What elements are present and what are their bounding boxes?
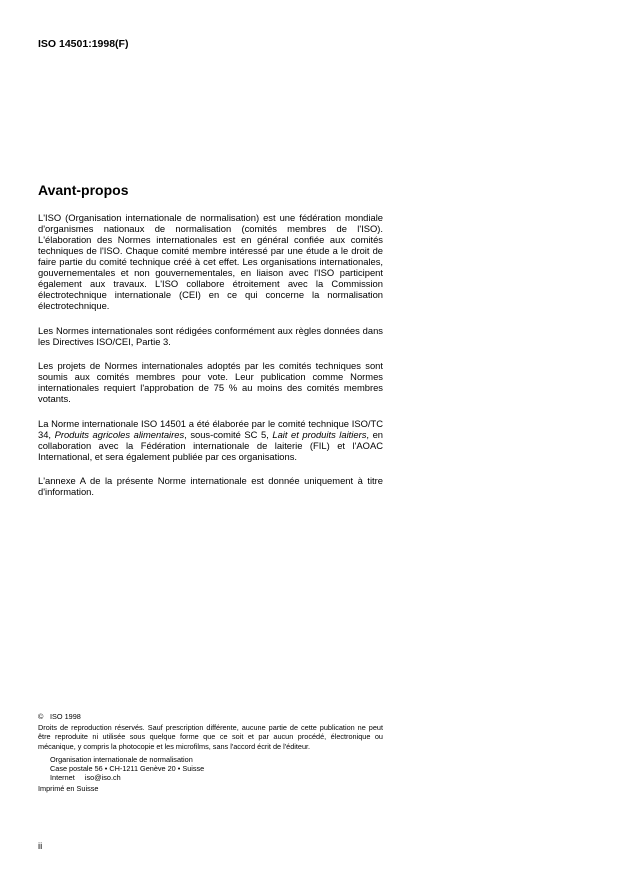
text-run: , en collaboration avec la Fédération internationale de laiterie (FIL) et l'AOAC International, et sera également publiée par ces organisations.: [38, 429, 383, 462]
copyright-symbol: ©: [38, 712, 44, 721]
text-run: La Norme internationale ISO 14501 a été élaborée par le comité technique ISO/TC 34,: [38, 418, 383, 440]
page-number: ii: [38, 840, 43, 851]
italic-title-run: Produits agricoles alimentaires: [54, 429, 185, 440]
foreword-paragraph: [38, 475, 383, 497]
address-line: Organisation internationale de normalisation: [50, 754, 193, 764]
text-run: , sous-comité SC 5,: [184, 429, 273, 440]
copyright-line: [38, 712, 383, 721]
text-run: Les Normes internationales sont rédigées conformément aux règles données dans les Directives ISO/CEI, Partie 3.: [38, 325, 383, 347]
italic-title-run: Lait et produits laitiers: [272, 429, 367, 440]
copyright-text: ISO 1998: [50, 712, 81, 721]
address-line: Internet iso@iso.ch: [50, 773, 121, 783]
foreword-title: Avant-propos: [38, 182, 129, 198]
foreword-paragraph: [38, 360, 383, 404]
address-line: Case postale 56 • CH-1211 Genève 20 • Suisse: [50, 764, 205, 774]
printed-in: Imprimé en Suisse: [38, 784, 99, 794]
document-id-header: ISO 14501:1998(F): [38, 38, 129, 50]
foreword-paragraph: [38, 212, 383, 311]
foreword-paragraph: [38, 418, 383, 462]
publisher-address: [38, 755, 383, 783]
rights-notice: Droits de reproduction réservés. Sauf prescription différente, aucune partie de cette publication ne peut être reproduite ni utilisée sous quelque forme que ce soit et par aucun procédé, électronique ou mécanique, y compris la photocopie et les microfilms, sans l'accord écrit de l'éditeur.: [38, 723, 383, 751]
text-run: L'annexe A de la présente Norme internationale est donnée uniquement à titre d'information.: [38, 475, 383, 497]
text-run: L'ISO (Organisation internationale de normalisation) est une fédération mondiale d'organismes nationaux de normalisation (comités membres de l'ISO). L'élaboration des Normes internationales est en général confiée aux comités techniques de l'ISO. Chaque comité membre intéressé par une étude a le droit de faire partie du comité technique créé à cet effet. Les organisations internationales, gouvernementales et non gouvernementales, en liaison avec l'ISO participent également aux travaux. L'ISO collabore étroitement avec la Commission électrotechnique internationale (CEI) en ce qui concerne la normalisation électrotechnique.: [38, 212, 383, 311]
foreword-paragraph: [38, 325, 383, 347]
copyright-footer: [38, 712, 383, 794]
text-run: Les projets de Normes internationales adoptés par les comités techniques sont soumis aux comités membres pour vote. Leur publication comme Normes internationales requiert l'approbation de 75 % au moins des comités membres votants.: [38, 360, 383, 404]
foreword-body: [38, 212, 383, 509]
